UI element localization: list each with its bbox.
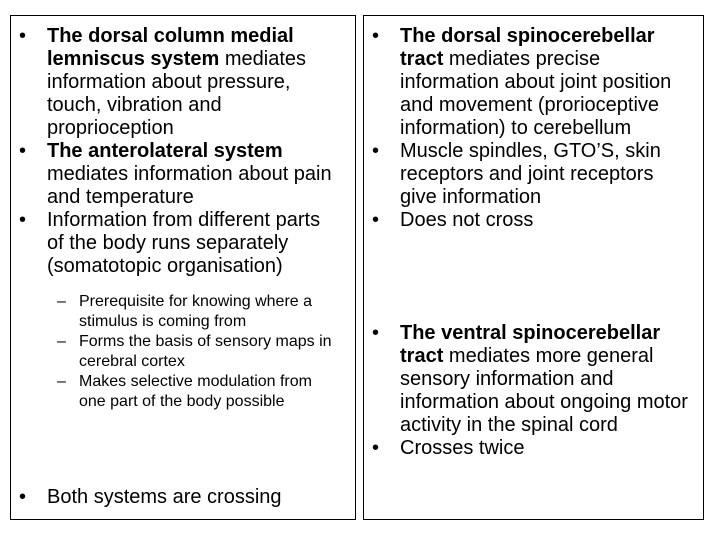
- ventral-tract-bullet-list: [364, 322, 691, 460]
- bullet-item: [364, 25, 691, 140]
- bullet-item: [11, 25, 341, 140]
- right-text-panel: [363, 15, 704, 520]
- final-bullet-list: [11, 486, 355, 509]
- sub-bullet-item: – Forms the basis of sensory maps in cerebral cortex: [11, 332, 355, 372]
- left-bullet-list: [11, 16, 355, 278]
- bullet-text: Information from different parts of the body runs separately (somatotopic organisation): [47, 209, 321, 277]
- bullet-item: [364, 140, 691, 209]
- bullet-item: [11, 140, 341, 209]
- bullet-text: mediates information about pressure, touch, vibration and proprioception: [47, 48, 307, 139]
- bullet-text: Muscle spindles, GTO’S, skin receptors and joint receptors give information: [400, 140, 661, 208]
- sub-bullet-item: – Makes selective modulation from one part of the body possible: [11, 372, 355, 412]
- sub-bullet-list: [11, 292, 355, 412]
- bullet-item: [364, 322, 691, 437]
- bullet-item: [364, 209, 691, 232]
- bullet-item: [11, 209, 341, 278]
- left-text-panel: [10, 15, 356, 520]
- bullet-text: mediates precise information about joint position and movement (prorioceptive information) to cerebellum: [400, 48, 672, 139]
- bullet-text: Does not cross: [400, 209, 534, 231]
- dorsal-tract-bullet-list: [364, 16, 703, 232]
- bullet-bold-text: The ventral spinocerebellar tract: [400, 322, 661, 367]
- bullet-bold-text: The dorsal column medial lemniscus system: [47, 25, 294, 70]
- bullet-text: Crosses twice: [400, 437, 525, 459]
- bullet-item: [364, 437, 691, 460]
- bullet-text: mediates more general sensory information and information about ongoing motor activity in the spinal cord: [400, 345, 688, 436]
- final-bullet-item: • Both systems are crossing: [11, 486, 355, 509]
- bullet-bold-text: The dorsal spinocerebellar tract: [400, 25, 655, 70]
- sub-bullet-item: – Prerequisite for knowing where a stimulus is coming from: [11, 292, 355, 332]
- bullet-text: mediates information about pain and temperature: [47, 163, 332, 208]
- bullet-bold-text: The anterolateral system: [47, 140, 283, 162]
